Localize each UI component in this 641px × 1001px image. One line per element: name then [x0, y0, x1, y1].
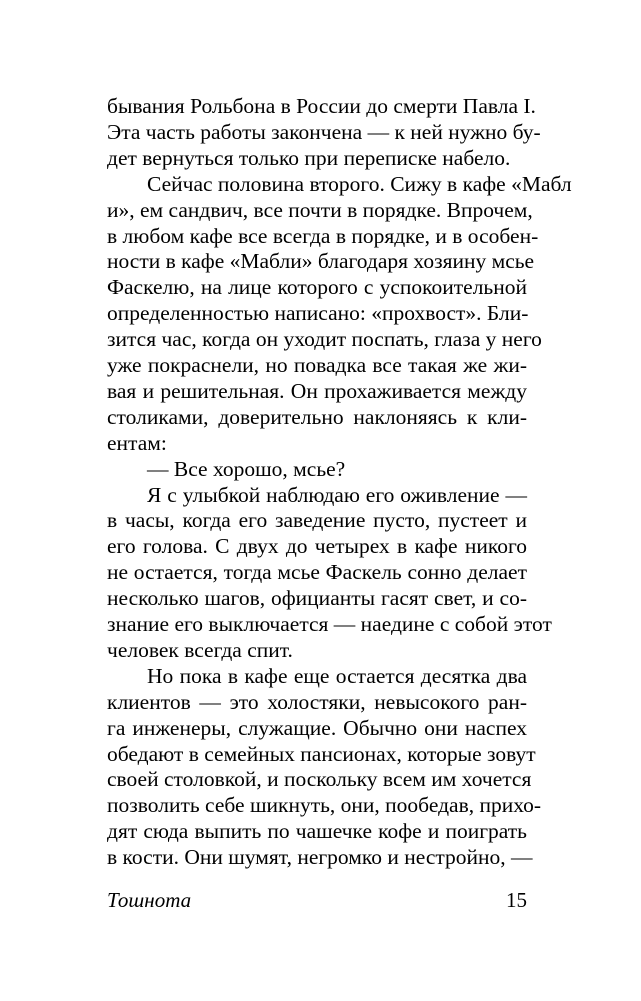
text-line: зится час, когда он уходит поспать, глаза у него: [107, 327, 542, 352]
text-line: клиентов — это холостяки, невысокого ран-: [107, 689, 527, 714]
text-line: знание его выключается — наедине с собой этот: [107, 612, 552, 636]
text-line: в часы, когда его заведение пусто, пустеет и: [107, 508, 527, 533]
text-line: определенностью написано: «прохвост». Бли-: [107, 301, 529, 326]
text-line: ности в кафе «Мабли» благодаря хозяину мсье: [107, 249, 535, 274]
text-line: человек всегда спит.: [107, 637, 293, 662]
text-line: не остается, тогда мсье Фаскель сонно делает: [107, 560, 527, 585]
text-line: несколько шагов, официанты гасят свет, и со-: [107, 586, 527, 611]
text-line: в кости. Они шумят, негромко и нестройно, —: [107, 845, 533, 870]
text-line: Эта часть работы закончена — к ней нужно бу-: [107, 119, 541, 144]
text-line: Но пока в кафе еще остается десятка два: [147, 663, 527, 688]
text-line: и», ем сандвич, все почти в порядке. Впрочем,: [107, 197, 533, 222]
text-line: столиками, доверительно наклоняясь к кли-: [107, 404, 527, 429]
text-line: Сейчас половина второго. Сижу в кафе «Мабл: [147, 171, 572, 196]
text-line: уже покраснели, но повадка все такая же жи-: [107, 353, 527, 377]
dialogue-line: — Все хорошо, мсье?: [147, 456, 346, 481]
text-line: позволить себе шикнуть, они, пообедав, прихо-: [107, 793, 542, 818]
text-line: своей столовкой, и поскольку всем им хочется: [107, 767, 532, 792]
text-line: дят сюда выпить по чашечке кофе и поиграть: [107, 819, 527, 844]
text-line: бывания Рольбона в России до смерти Павла I.: [107, 94, 536, 118]
text-line: в любом кафе все всегда в порядке, и в особен-: [107, 223, 539, 248]
text-line: его голова. С двух до четырех в кафе никого: [107, 534, 527, 559]
running-footer-title: Тошнота: [107, 888, 192, 912]
text-line: обедают в семейных пансионах, которые зовут: [107, 741, 536, 766]
text-line: дет вернуться только при переписке набело.: [107, 145, 511, 170]
text-line: ентам:: [107, 430, 167, 455]
text-line: Фаскелю, на лице которого с успокоительной: [107, 275, 527, 300]
text-line: Я с улыбкой наблюдаю его оживление —: [147, 482, 527, 507]
text-line: га инженеры, служащие. Обычно они наспех: [107, 715, 527, 740]
text-line: вая и решительная. Он прохаживается между: [107, 378, 527, 403]
page-number: 15: [506, 888, 527, 912]
